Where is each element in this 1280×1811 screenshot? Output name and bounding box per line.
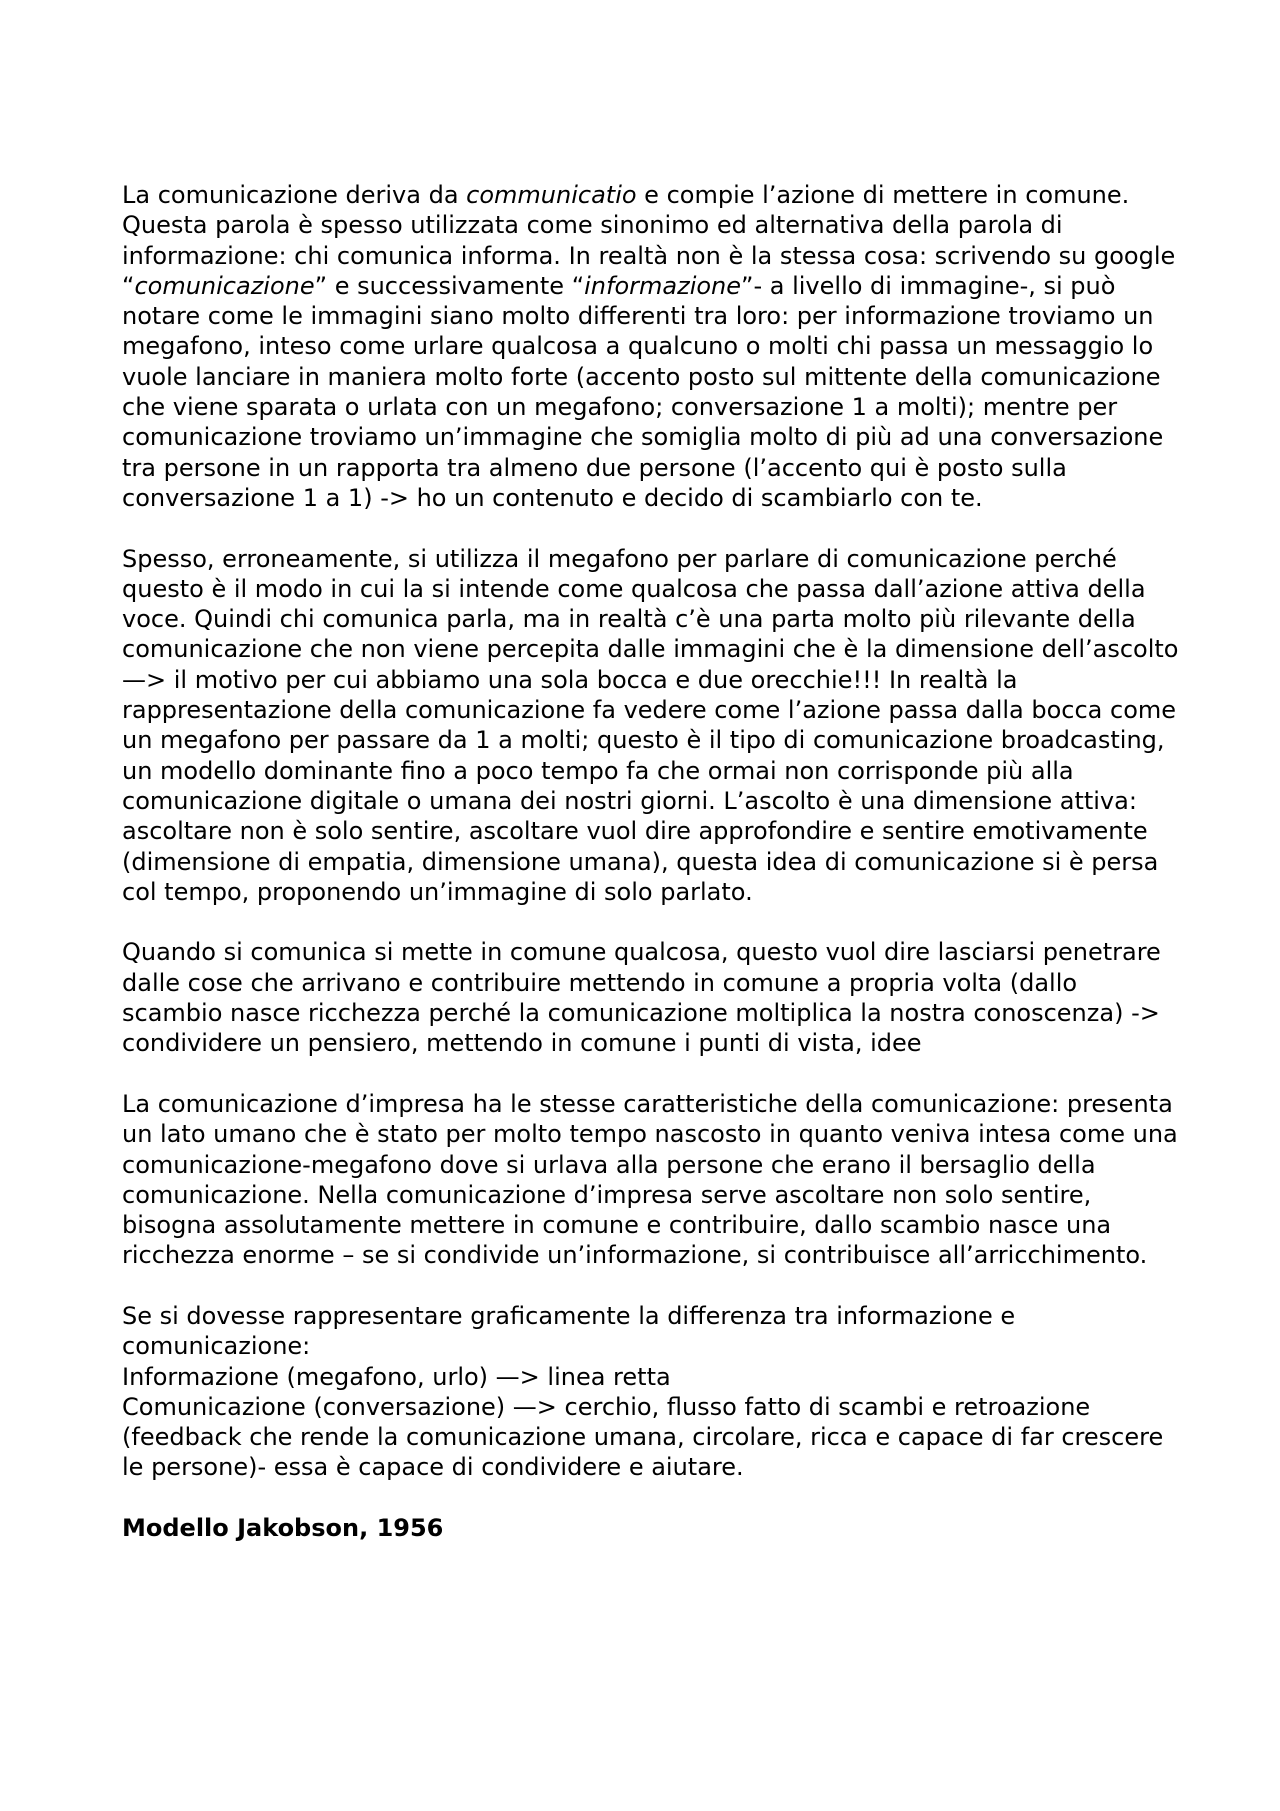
paragraph-5-line-1: Se si dovesse rappresentare graficamente la differenza tra informazione e comunicazione: bbox=[122, 1301, 1016, 1361]
paragraph-1 bbox=[122, 180, 1182, 513]
italic-term-communicatio: communicatio bbox=[466, 181, 637, 209]
paragraph-2: Spesso, erroneamente, si utilizza il megafono per parlare di comunicazione perché questo è il modo in cui la si intende come qualcosa che passa dall’azione attiva della voce. Quindi chi comunica parla, ma in realtà c’è una parta molto più rilevante della comunicazione che non viene percepita dalle immagini che è la dimensione dell’ascolto —> il motivo per cui abbiamo una sola bocca e due orecchie!!! In realtà la rappresentazione della comunicazione fa vedere come l’azione passa dalla bocca come un megafono per passare da 1 a molti; questo è il tipo di comunicazione broadcasting, un modello dominante fino a poco tempo fa che ormai non corrisponde più alla comunicazione digitale o umana dei nostri giorni. L’ascolto è una dimensione attiva: ascoltare non è solo sentire, ascoltare vuol dire approfondire e sentire emotivamente (dimensione di empatia, dimensione umana), questa idea di comunicazione si è persa col tempo, proponendo un’immagine di solo parlato. bbox=[122, 544, 1179, 906]
paragraph-1-text: ” e successivamente “ bbox=[314, 271, 585, 300]
paragraph-5-line-3: Comunicazione (conversazione) —> cerchio, flusso fatto di scambi e retroazione (feedback che rende la comunicazione umana, circolare, ricca e capace di far crescere le persone)- essa è capace di condividere e aiutare. bbox=[122, 1392, 1164, 1482]
paragraph-1-text: ”- a livello di immagine-, si può notare come le immagini siano molto differenti tra loro: per informazione troviamo un megafono, inteso come urlare qualcosa a qualcuno o molti chi passa un messaggio lo vuole lanciare in maniera molto forte (accento posto sul mittente della comunicazione che viene sparata o urlata con un megafono; conversazione 1 a molti); mentre per comunicazione troviamo un’immagine che somiglia molto di più ad una conversazione tra persone in un rapporta tra almeno due persone (l’accento qui è posto sulla conversazione 1 a 1) -> ho un contenuto e decido di scambiarlo con te. bbox=[122, 271, 1164, 512]
section-heading: Modello Jakobson, 1956 bbox=[122, 1514, 444, 1543]
italic-term-informazione: informazione bbox=[584, 271, 742, 300]
paragraph-3: Quando si comunica si mette in comune qualcosa, questo vuol dire lasciarsi penetrare dalle cose che arrivano e contribuire mettendo in comune a propria volta (dallo scambio nasce ricchezza perché la comunicazione moltiplica la nostra conoscenza) -> condividere un pensiero, mettendo in comune i punti di vista, idee bbox=[122, 938, 1161, 1058]
paragraph-1-text: e compie l’azione di mettere in comune. Questa parola è spesso utilizzata come sinonimo ed alternativa della parola di informazione: chi comunica informa. In realtà non è la stessa cosa: scrivendo su google “ bbox=[122, 181, 1176, 300]
document-body bbox=[122, 180, 1182, 1543]
paragraph-5-line-2: Informazione (megafono, urlo) —> linea retta bbox=[122, 1362, 671, 1391]
paragraph-4: La comunicazione d’impresa ha le stesse caratteristiche della comunicazione: presenta un lato umano che è stato per molto tempo nascosto in quanto veniva intesa come una comunicazione-megafono dove si urlava alla persone che erano il bersaglio della comunicazione. Nella comunicazione d’impresa serve ascoltare non solo sentire, bisogna assolutamente mettere in comune e contribuire, dallo scambio nasce una ricchezza enorme – se si condivide un’informazione, si contribuisce all’arricchimento. bbox=[122, 1089, 1178, 1270]
italic-term-comunicazione: comunicazione bbox=[134, 271, 315, 300]
paragraph-1-text: La comunicazione deriva da bbox=[122, 181, 467, 209]
paragraph-5 bbox=[122, 1301, 1182, 1483]
